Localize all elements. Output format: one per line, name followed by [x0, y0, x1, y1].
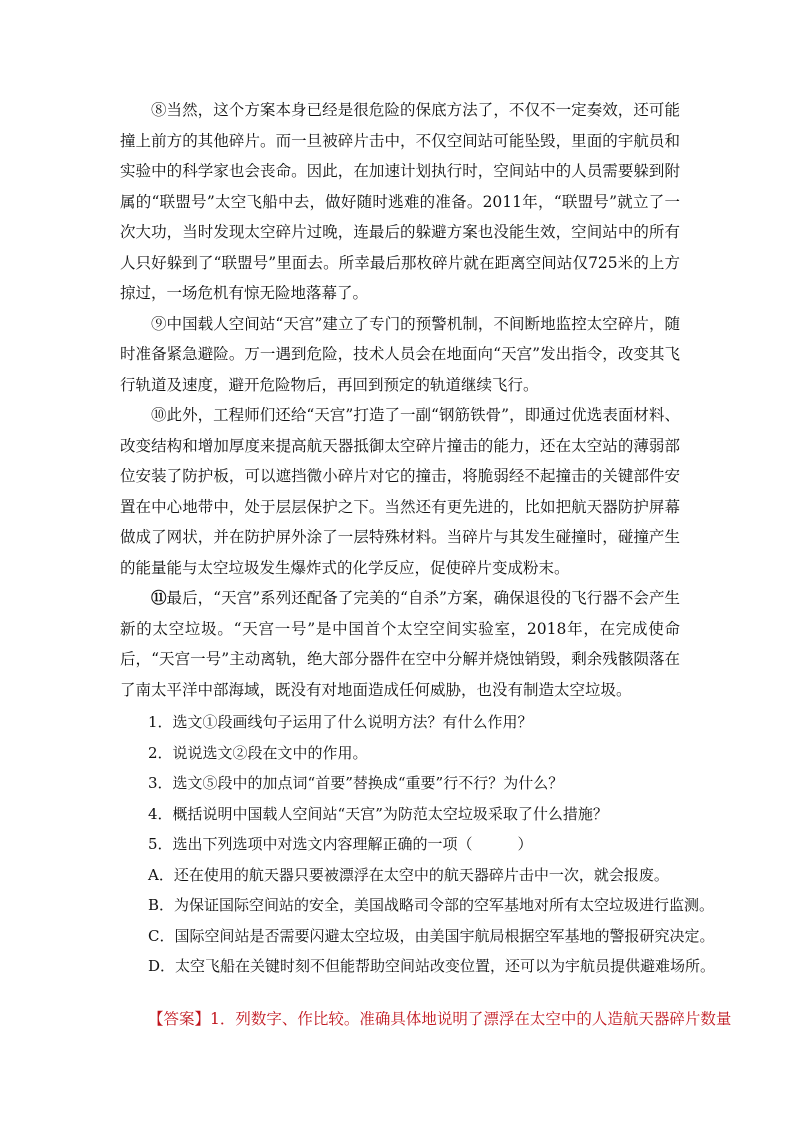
answer-label: 【答案】: [148, 1010, 211, 1028]
question-3: 3．选文⑤段中的加点词“首要”替换成“重要”行不行？为什么？: [148, 774, 564, 792]
question-5: 5．选出下列选项中对选文内容理解正确的一项（ ）: [148, 835, 533, 853]
paragraph-10: ⑩此外，工程师们还给“天宫”打造了一副“钢筋铁骨”，即通过优选表面材料、改变结构和增加厚度来提高航天器抵御太空碎片撞击的能力，还在太空站的薄弱部位安装了防护板，可以遮挡微小碎片对它的撞击，将脆弱经不起撞击的关键部件安置在中心地带中，处于层层保护之下。当然还有更先进的，比如把航天器防护屏幕做成了网状，并在防护屏外涂了一层特殊材料。当碎片与其发生碰撞时，碰撞产生的能量能与太空垃圾发生爆炸式的化学反应，促使碎片变成粉末。: [120, 406, 680, 577]
paragraph-11-text: 最后，“天宫”系列还配备了完美的“自杀”方案，确保退役的飞行器不会产生新的太空垃圾。“天宫一号”是中国首个太空空间实验室，2018年，在完成使命后，“天宫一号”主动离轨，绝大部分器件在空中分解并烧蚀销毁，剩余残骸陨落在了南太平洋中部海域，既没有对地面造成任何威胁，也没有制造太空垃圾。: [120, 589, 680, 699]
question-4: 4．概括说明中国载人空间站“天宫”为防范太空垃圾采取了什么措施？: [148, 804, 608, 823]
option-b: B．为保证国际空间站的安全，美国战略司令部的空军基地对所有太空垃圾进行监测。: [148, 896, 715, 914]
paragraph-11-number: ⑪: [151, 588, 167, 607]
answer-line: [148, 1004, 732, 1034]
option-c: C．国际空间站是否需要闪避太空垃圾，由美国宇航局根据空军基地的警报研究决定。: [148, 926, 715, 945]
option-a: A．还在使用的航天器只要被漂浮在太空中的航天器碎片击中一次，就会报废。: [148, 865, 669, 884]
question-1: 1．选文①段画线句子运用了什么说明方法？有什么作用？: [148, 713, 533, 731]
paragraph-9: ⑨中国载人空间站“天宫”建立了专门的预警机制，不间断地监控太空碎片，随时准备紧急避险。万一遇到危险，技术人员会在地面向“天宫”发出指令，改变其飞行轨道及速度，避开危险物后，再回到预定的轨道继续飞行。: [120, 314, 680, 394]
article-body: [120, 95, 716, 982]
question-list: [120, 707, 716, 982]
paragraph-11: [120, 583, 680, 705]
option-d: D．太空飞船在关键时刻不但能帮助空间站改变位置，还可以为宇航员提供避难场所。: [148, 957, 716, 975]
paragraph-8: ⑧当然，这个方案本身已经是很危险的保底方法了，不仅不一定奏效，还可能撞上前方的其他碎片。而一旦被碎片击中，不仅空间站可能坠毁，里面的宇航员和实验中的科学家也会丧命。因此，在加速计划执行时，空间站中的人员需要躲到附属的“联盟号”太空飞船中去，做好随时逃难的准备。2011年，“联盟号”就立了一次大功，当时发现太空碎片过晚，连最后的躲避方案也没能生效，空间站中的所有人只好躲到了“联盟号”里面去。所幸最后那枚碎片就在距离空间站仅725米的上方掠过，一场危机有惊无险地落幕了。: [120, 101, 680, 302]
answer-text: 1．列数字、作比较。准确具体地说明了漂浮在太空中的人造航天器碎片数量: [210, 1010, 732, 1028]
question-2: 2．说说选文②段在文中的作用。: [148, 743, 368, 762]
